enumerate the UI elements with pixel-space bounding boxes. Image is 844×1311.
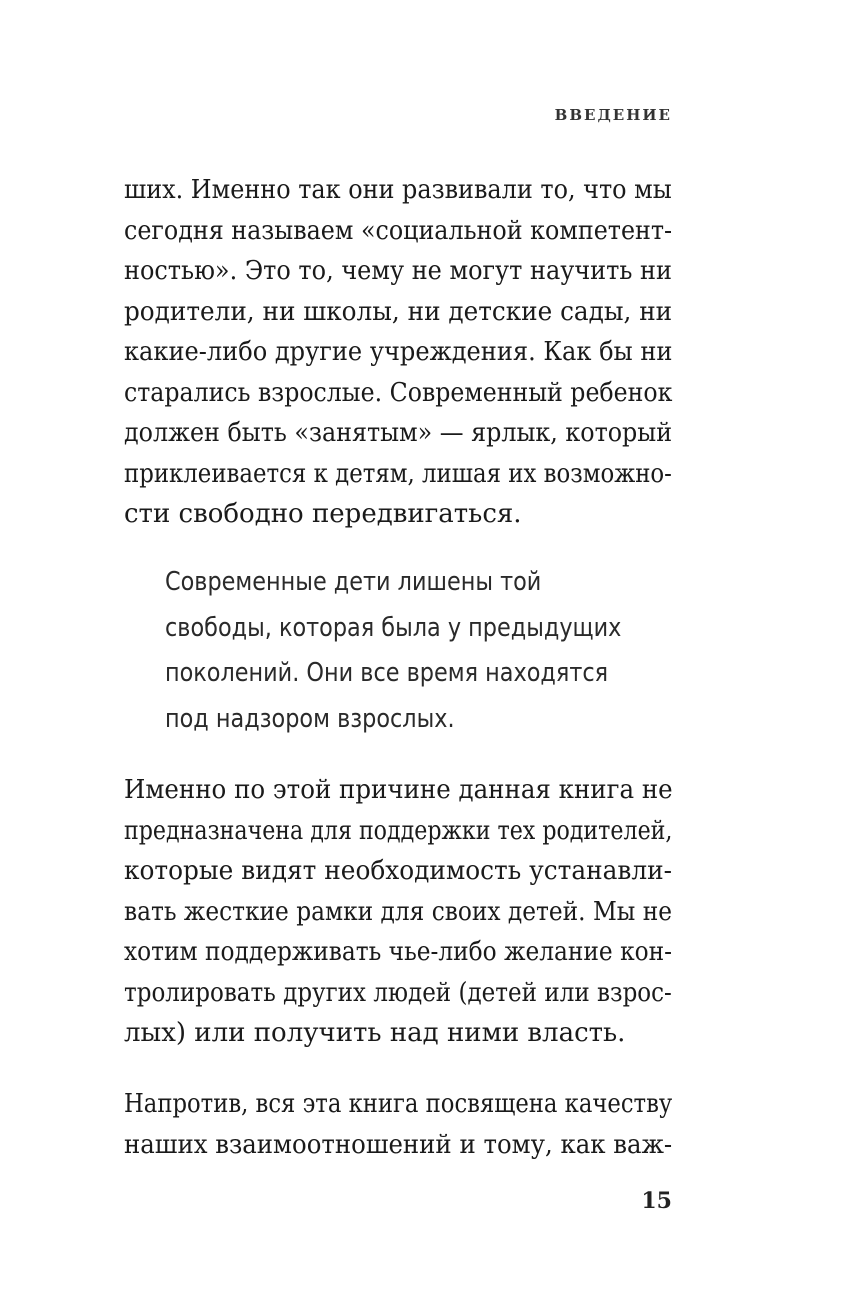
text-line: сегодня называем «социальной компетент- <box>124 215 673 246</box>
pull-quote <box>165 560 665 742</box>
text-line: лых) или получить над ними власть. <box>124 1018 626 1048</box>
running-head: ВВЕДЕНИЕ <box>554 106 672 124</box>
text-line: ностью». Это то, чему не могут научить ни <box>124 256 672 286</box>
text-line: Именно по этой причине данная книга не <box>124 775 673 805</box>
text-line: родители, ни школы, ни детские сады, ни <box>124 296 673 327</box>
text-line: старались взрослые. Современный ребенок <box>124 377 673 408</box>
text-line: вать жесткие рамки для своих детей. Мы не <box>124 896 672 927</box>
text-line: которые видят необходимость устанавли- <box>124 856 672 886</box>
text-line: ших. Именно так они развивали то, что мы <box>124 175 672 205</box>
text-line: какие-либо другие учреждения. Как бы ни <box>124 337 673 367</box>
text-line: предназначена для поддержки тех родителей, <box>124 815 673 846</box>
quote-line: Современные дети лишены той <box>165 567 542 597</box>
quote-line: свободы, которая была у предыдущих <box>165 612 622 643</box>
body-paragraph-3 <box>124 1084 672 1165</box>
page-number: 15 <box>641 1188 672 1214</box>
body-paragraph-1 <box>124 170 672 535</box>
text-line: Напротив, вся эта книга посвящена качеству <box>124 1089 673 1119</box>
text-line: наших взаимоотношений и тому, как важ- <box>124 1129 673 1160</box>
text-line: хотим поддерживать чье-либо желание кон- <box>124 937 673 967</box>
quote-line: поколений. Они все время находятся <box>165 658 609 688</box>
body-paragraph-2 <box>124 770 672 1054</box>
text-line: сти свободно передвигаться. <box>124 499 522 529</box>
text-line: должен быть «занятым» — ярлык, который <box>124 418 673 448</box>
quote-line: под надзором взрослых. <box>165 703 455 734</box>
text-line: приклеивается к детям, лишая их возможно- <box>124 458 672 489</box>
text-line: тролировать других людей (детей или взрос- <box>124 977 672 1008</box>
